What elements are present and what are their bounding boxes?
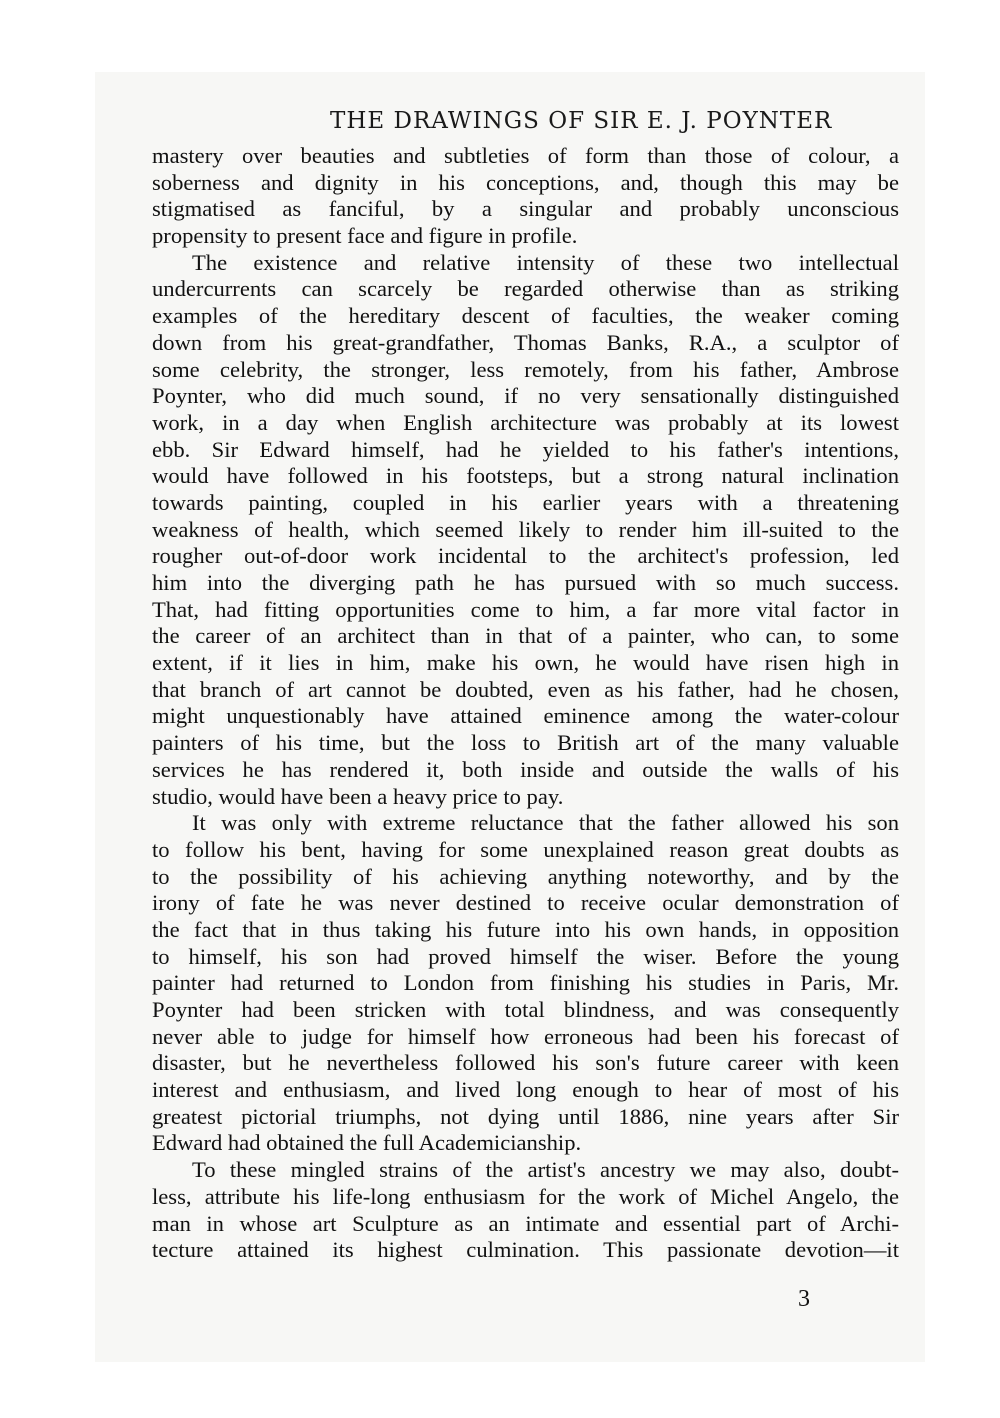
- text-line: painters of his time, but the loss to British art of the many valuable: [152, 730, 899, 756]
- text-line: That, had fitting opportunities come to him, a far more vital factor in: [152, 596, 899, 622]
- running-head: THE DRAWINGS OF SIR E. J. POYNTER: [330, 108, 833, 134]
- text-line: Edward had obtained the full Academicianship.: [152, 1130, 582, 1156]
- text-line: extent, if it lies in him, make his own, he would have risen high in: [152, 650, 899, 676]
- text-line: to the possibility of his achieving anything noteworthy, and by the: [152, 863, 899, 889]
- text-line: weakness of health, which seemed likely to render him ill-suited to the: [152, 516, 899, 542]
- text-line: that branch of art cannot be doubted, even as his father, had he chosen,: [152, 676, 899, 702]
- text-line: never able to judge for himself how erroneous had been his forecast of: [152, 1023, 899, 1049]
- text-line: tecture attained its highest culmination. This passionate devotion—it: [152, 1237, 899, 1263]
- text-line: less, attribute his life-long enthusiasm for the work of Michel Angelo, the: [152, 1183, 899, 1209]
- text-line: the career of an architect than in that of a painter, who can, to some: [152, 623, 899, 649]
- text-line: irony of fate he was never destined to receive ocular demonstration of: [152, 890, 899, 916]
- body-text: [152, 143, 899, 1264]
- text-line: stigmatised as fanciful, by a singular and probably unconscious: [152, 196, 899, 222]
- text-line: the fact that in thus taking his future into his own hands, in opposition: [152, 916, 899, 942]
- text-line: studio, would have been a heavy price to pay.: [152, 783, 564, 809]
- text-line: mastery over beauties and subtleties of form than those of colour, a: [152, 143, 899, 168]
- text-line: ebb. Sir Edward himself, had he yielded to his father's intentions,: [152, 436, 899, 462]
- page-number: 3: [798, 1286, 810, 1312]
- text-line: to follow his bent, having for some unexplained reason great doubts as: [152, 836, 899, 862]
- text-line: interest and enthusiasm, and lived long enough to hear of most of his: [152, 1077, 899, 1103]
- text-line: undercurrents can scarcely be regarded otherwise than as striking: [152, 276, 899, 302]
- text-line: down from his great-grandfather, Thomas Banks, R.A., a sculptor of: [152, 329, 899, 355]
- text-line: man in whose art Sculpture as an intimate and essential part of Archi-: [152, 1210, 899, 1236]
- text-line: painter had returned to London from finishing his studies in Paris, Mr.: [152, 970, 899, 996]
- text-line: soberness and dignity in his conceptions, and, though this may be: [152, 169, 899, 195]
- text-line: towards painting, coupled in his earlier years with a threatening: [152, 489, 899, 515]
- paragraph-start-line: To these mingled strains of the artist's ancestry we may also, doubt-: [192, 1157, 899, 1183]
- text-line: services he has rendered it, both inside and outside the walls of his: [152, 756, 899, 782]
- text-line: work, in a day when English architecture was probably at its lowest: [152, 409, 899, 435]
- text-line: Poynter, who did much sound, if no very sensationally distinguished: [152, 383, 899, 409]
- text-line: some celebrity, the stronger, less remotely, from his father, Ambrose: [152, 356, 899, 382]
- paragraph-start-line: The existence and relative intensity of these two intellectual: [192, 249, 899, 275]
- text-line: to himself, his son had proved himself the wiser. Before the young: [152, 943, 899, 969]
- text-line: him into the diverging path he has pursued with so much success.: [152, 570, 899, 595]
- text-line: rougher out-of-door work incidental to the architect's profession, led: [152, 543, 899, 569]
- text-line: might unquestionably have attained eminence among the water-colour: [152, 703, 899, 729]
- text-line: Poynter had been stricken with total blindness, and was consequently: [152, 997, 899, 1022]
- text-line: propensity to present face and figure in profile.: [152, 223, 578, 249]
- text-line: greatest pictorial triumphs, not dying until 1886, nine years after Sir: [152, 1103, 899, 1129]
- text-line: disaster, but he nevertheless followed his son's future career with keen: [152, 1050, 899, 1076]
- text-line: would have followed in his footsteps, but a strong natural inclination: [152, 463, 899, 489]
- text-line: examples of the hereditary descent of faculties, the weaker coming: [152, 303, 899, 329]
- paragraph-start-line: It was only with extreme reluctance that the father allowed his son: [192, 810, 899, 836]
